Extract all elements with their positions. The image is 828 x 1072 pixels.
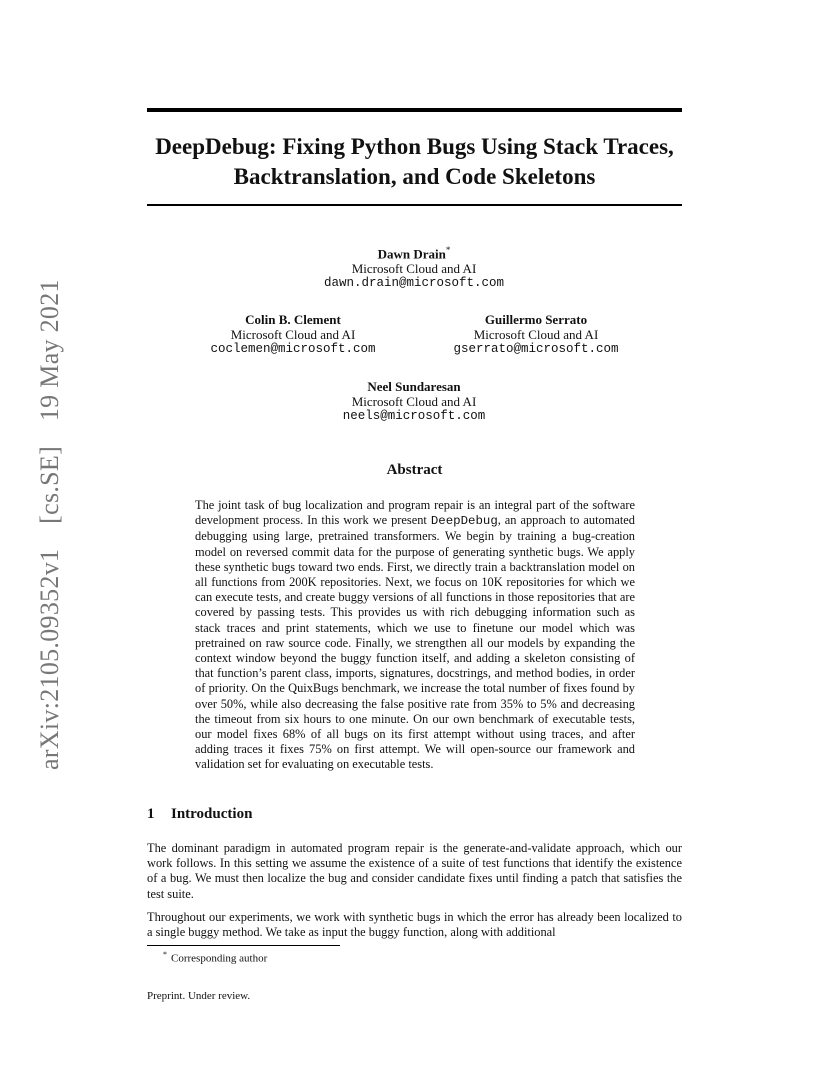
- arxiv-identifier-stamp: [35, 261, 65, 770]
- author-name: Dawn Drain*: [377, 245, 451, 262]
- author-block: [264, 243, 564, 291]
- footnote-rule: [147, 945, 340, 946]
- title-line-2: Backtranslation, and Code Skeletons: [233, 164, 596, 189]
- intro-paragraph-2: Throughout our experiments, we work with synthetic bugs in which the error has already been localized to a single buggy method. We take as input the buggy function, along with additional: [147, 910, 682, 940]
- arxiv-category: [cs.SE]: [35, 445, 64, 524]
- section-heading-introduction: [147, 806, 252, 823]
- author-name: Guillermo Serrato: [484, 312, 588, 327]
- author-email[interactable]: neels@microsoft.com: [342, 409, 486, 423]
- code-name: DeepDebug: [430, 514, 498, 529]
- section-title: Introduction: [171, 806, 253, 822]
- preprint-notice: Preprint. Under review.: [147, 990, 251, 1002]
- intro-paragraph-1: The dominant paradigm in automated program repair is the generate-and-validate approach, which our work follows. In this setting we assume the existence of a suite of test functions that identify the existence of a bug. We must then localize the bug and consider candidate fixes until finding a patch that satisfies the test suite.: [147, 841, 682, 901]
- footnote-mark: *: [163, 950, 167, 959]
- author-email[interactable]: coclemen@microsoft.com: [210, 342, 376, 356]
- title-bottom-rule: [147, 204, 682, 206]
- arxiv-date: 19 May 2021: [35, 279, 64, 422]
- author-affiliation: Microsoft Cloud and AI: [230, 327, 356, 342]
- footnote-text: Corresponding author: [171, 952, 268, 965]
- title-top-rule: [147, 108, 682, 112]
- title-line-1: DeepDebug: Fixing Python Bugs Using Stack Traces,: [155, 134, 674, 159]
- author-affiliation: Microsoft Cloud and AI: [351, 394, 477, 409]
- author-block: [264, 379, 564, 424]
- arxiv-id: arXiv:2105.09352v1: [35, 548, 64, 770]
- author-name: Colin B. Clement: [245, 312, 341, 327]
- author-block: [177, 312, 409, 357]
- author-footnote-mark: *: [445, 245, 451, 255]
- author-email[interactable]: dawn.drain@microsoft.com: [323, 276, 505, 291]
- author-name: Neel Sundaresan: [367, 379, 461, 394]
- author-email[interactable]: gserrato@microsoft.com: [453, 342, 619, 356]
- footnote: [163, 950, 267, 965]
- section-number: 1: [147, 806, 155, 822]
- paper-title: [147, 132, 682, 192]
- author-block: [420, 312, 652, 357]
- author-affiliation: Microsoft Cloud and AI: [473, 327, 599, 342]
- author-affiliation: Microsoft Cloud and AI: [351, 261, 477, 277]
- abstract-heading: Abstract: [386, 462, 443, 478]
- abstract-body: The joint task of bug localization and program repair is an integral part of the software development process. In this work we present DeepDebug, an approach to automated debugging using large, pretrained transformers. We begin by training a bug-creation model on reversed commit data for the purpose of generating synthetic bugs. We apply these synthetic bugs toward two ends. First, we directly train a backtranslation model on all functions from 200K repositories. Next, we focus on 10K repositories for which we can execute tests, and create buggy versions of all functions in those repositories that are covered by passing tests. This provides us with rich debugging information such as stack traces and print statements, which we use to finetune our model which was pretrained on raw source code. Finally, we strengthen all our models by expanding the context window beyond the buggy function itself, and adding a skeleton consisting of that function’s parent class, imports, signatures, docstrings, and method bodies, in order of priority. On the QuixBugs benchmark, we increase the total number of fixes found by over 50%, while also decreasing the false positive rate from 35% to 5% and decreasing the timeout from six hours to one minute. On our own benchmark of executable tests, our model fixes 68% of all bugs on its first attempt without using traces, and after adding traces it fixes 75% on first attempt. We will open-source our framework and validation set for evaluating on executable tests.: [195, 498, 635, 772]
